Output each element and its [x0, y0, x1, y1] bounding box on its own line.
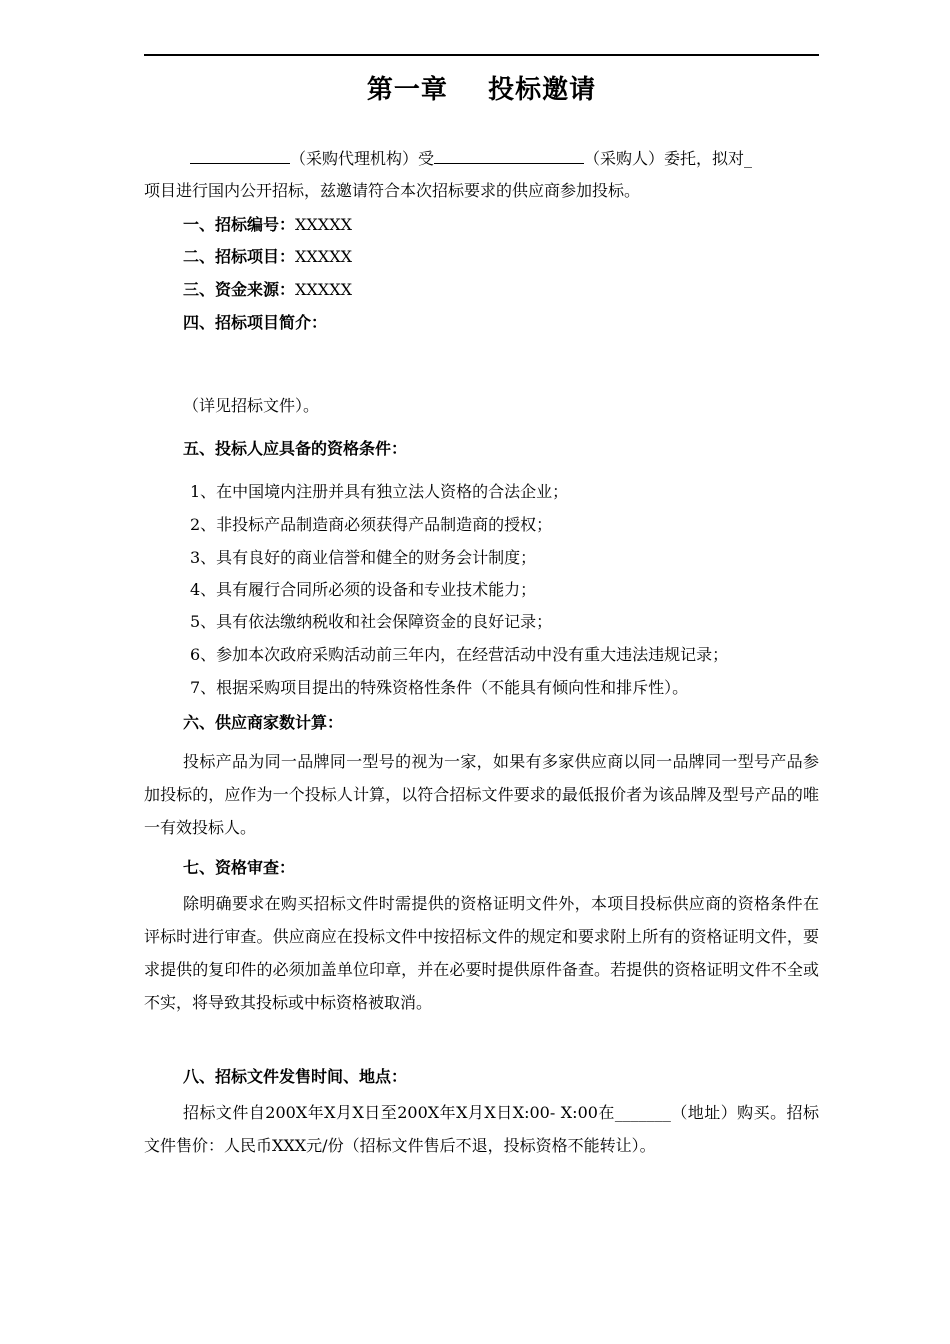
section-3-label: 三、资金来源：	[183, 280, 296, 299]
qualification-item: 7、根据采购项目提出的特殊资格性条件（不能具有倾向性和排斥性）。	[190, 678, 689, 697]
qualification-item: 6、参加本次政府采购活动前三年内，在经营活动中没有重大违法违规记录；	[190, 645, 729, 664]
section-3-value: XXXXX	[295, 280, 352, 299]
section-8-heading: 八、招标文件发售时间、地点：	[183, 1067, 408, 1086]
intro-agency-text: （采购代理机构）受	[290, 149, 435, 168]
qualification-item: 2、非投标产品制造商必须获得产品制造商的授权；	[190, 515, 553, 534]
qualification-item: 3、具有良好的商业信誉和健全的财务会计制度；	[190, 548, 537, 567]
buyer-blank	[434, 146, 584, 164]
section-7-heading: 七、资格审查：	[183, 858, 296, 877]
section-8-paragraph: 招标文件自200X年X月X日至200X年X月X日X:00- X:00在_______（地址）购买。招标文件售价：人民币XXX元/份（招标文件售后不退，投标资格不能转让）。	[144, 1103, 819, 1155]
section-1-label: 一、招标编号：	[183, 215, 296, 234]
intro-buyer-text: （采购人）委托，拟对_	[584, 149, 753, 168]
section-1-value: XXXXX	[295, 215, 352, 234]
header-rule	[144, 54, 819, 56]
chapter-title: 第一章 投标邀请	[366, 75, 597, 105]
section-7-paragraph: 除明确要求在购买招标文件时需提供的资格证明文件外，本项目投标供应商的资格条件在评标时进行审查。供应商应在投标文件中按招标文件的规定和要求附上所有的资格证明文件，要求提供的复印件的必须加盖单位印章，并在必要时提供原件备查。若提供的资格证明文件不全或不实，将导致其投标或中标资格被取消。	[144, 894, 819, 1012]
qualification-item: 4、具有履行合同所必须的设备和专业技术能力；	[190, 580, 537, 599]
section-2	[183, 245, 352, 269]
section-6-paragraph: 投标产品为同一品牌同一型号的视为一家，如果有多家供应商以同一品牌同一型号产品参加投标的，应作为一个投标人计算，以符合招标文件要求的最低报价者为该品牌及型号产品的唯一有效投标人。	[144, 752, 819, 837]
qualification-item: 5、具有依法缴纳税收和社会保障资金的良好记录；	[190, 612, 553, 631]
section-4-note: （详见招标文件）。	[183, 396, 320, 415]
section-4-heading: 四、招标项目简介：	[183, 313, 328, 332]
qualification-item: 1、在中国境内注册并具有独立法人资格的合法企业；	[190, 482, 569, 501]
section-6-heading: 六、供应商家数计算：	[183, 713, 344, 732]
section-2-label: 二、招标项目：	[183, 247, 296, 266]
section-2-value: XXXXX	[295, 247, 352, 266]
section-3	[183, 278, 352, 302]
intro-line-2: 项目进行国内公开招标，兹邀请符合本次招标要求的供应商参加投标。	[144, 181, 641, 200]
agency-blank	[190, 146, 290, 164]
section-1	[183, 213, 352, 237]
intro-line-1	[190, 146, 752, 171]
section-5-heading: 五、投标人应具备的资格条件：	[183, 439, 408, 458]
